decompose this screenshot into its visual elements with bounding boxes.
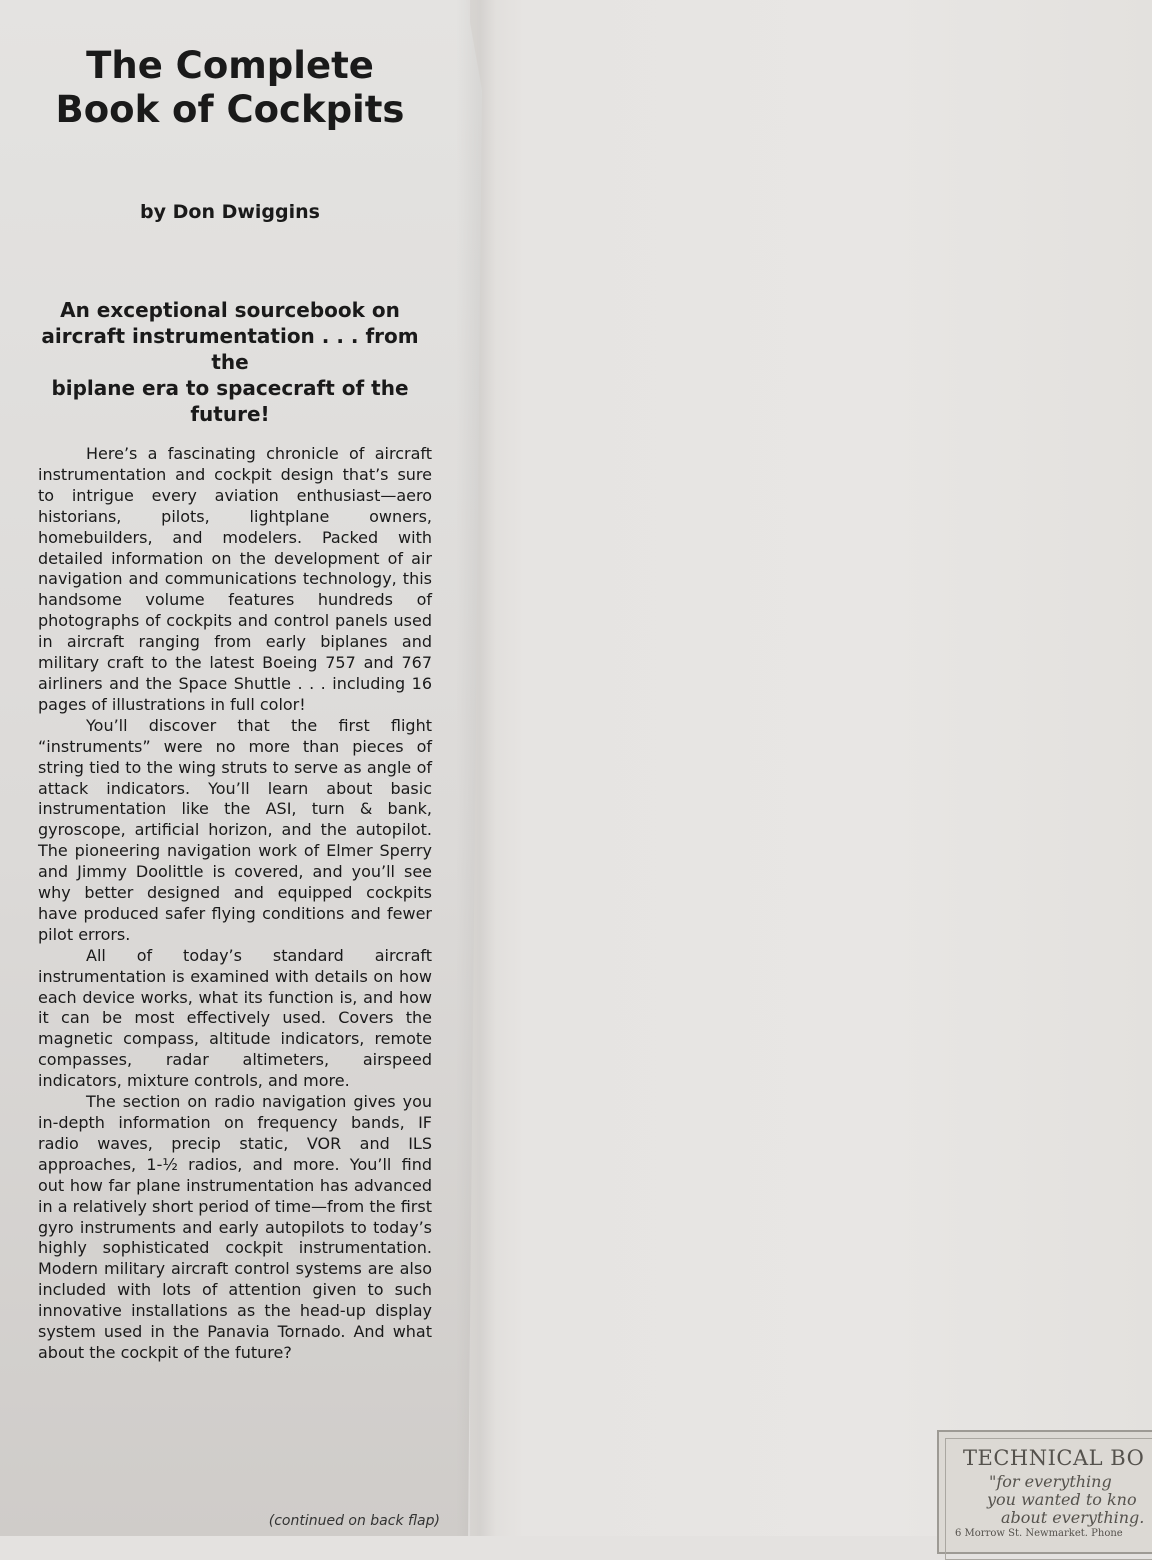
author-byline: by Don Dwiggins bbox=[140, 201, 320, 223]
continued-note: (continued on back flap) bbox=[268, 1513, 440, 1529]
tagline-line-2: aircraft instrumentation . . . from the bbox=[41, 324, 419, 374]
tagline-line-1: An exceptional sourcebook on bbox=[60, 298, 400, 322]
title-line-2: Book of Cockpits bbox=[55, 88, 405, 131]
sticker-slogan-2: you wanted to kno bbox=[987, 1490, 1137, 1509]
sticker-title: TECHNICAL BO bbox=[963, 1446, 1145, 1470]
sticker-slogan-3: about everything. bbox=[1001, 1508, 1145, 1527]
tagline bbox=[30, 297, 430, 427]
flap-body-text bbox=[38, 444, 432, 1364]
title-line-1: The Complete bbox=[86, 44, 374, 87]
bookseller-sticker bbox=[937, 1430, 1152, 1554]
right-page bbox=[470, 0, 1152, 1536]
paragraph-first-instruments: You’ll discover that the first flight “instruments” were no more than pieces of string tied to the wing struts to serve as angle of attack indicators. You’ll learn about basic instrumentation like the ASI, turn & bank, gyroscope, artificial horizon, and the autopilot. The pioneering navigation work of Elmer Sperry and Jimmy Doolittle is covered, and you’ll see why better designed and equipped cockpits have produced safer flying conditions and fewer pilot errors. bbox=[38, 715, 432, 944]
sticker-address: 6 Morrow St. Newmarket. Phone bbox=[955, 1528, 1123, 1539]
paragraph-intro: Here’s a fascinating chronicle of aircraft instrumentation and cockpit design that’s sure to intrigue every aviation enthusiast—aero historians, pilots, lightplane owners, homebuilders, and modelers. Packed with detailed information on the development of air navigation and communications technology, this handsome volume features hundreds of photographs of cockpits and control panels used in aircraft ranging from early biplanes and military craft to the latest Boeing 757 and 767 airliners and the Space Shuttle . . . including 16 pages of illustrations in full color! bbox=[38, 444, 432, 714]
paragraph-standard-instrumentation: All of today’s standard aircraft instrumentation is examined with details on how each device works, what its function is, and how it can be most effectively used. Covers the magnetic compass, altitude indicators, remote compasses, radar altimeters, airspeed indicators, mixture controls, and more. bbox=[38, 945, 432, 1091]
sticker-slogan-1: "for everything bbox=[989, 1472, 1112, 1491]
book-title bbox=[40, 44, 420, 132]
paragraph-radio-navigation: The section on radio navigation gives you in-depth information on frequency bands, IF radio waves, precip static, VOR and ILS approaches, 1-½ radios, and more. You’ll find out how far plane instrumentation has advanced in a relatively short period of time—from the first gyro instruments and early autopilots to today’s highly sophisticated cockpit instrumentation. Modern military aircraft control systems are also included with lots of attention given to such innovative installations as the head-up display system used in the Panavia Tornado. And what about the cockpit of the future? bbox=[38, 1092, 432, 1362]
tagline-line-3: biplane era to spacecraft of the future! bbox=[51, 376, 409, 426]
flap-edge-shadow bbox=[456, 0, 496, 1536]
